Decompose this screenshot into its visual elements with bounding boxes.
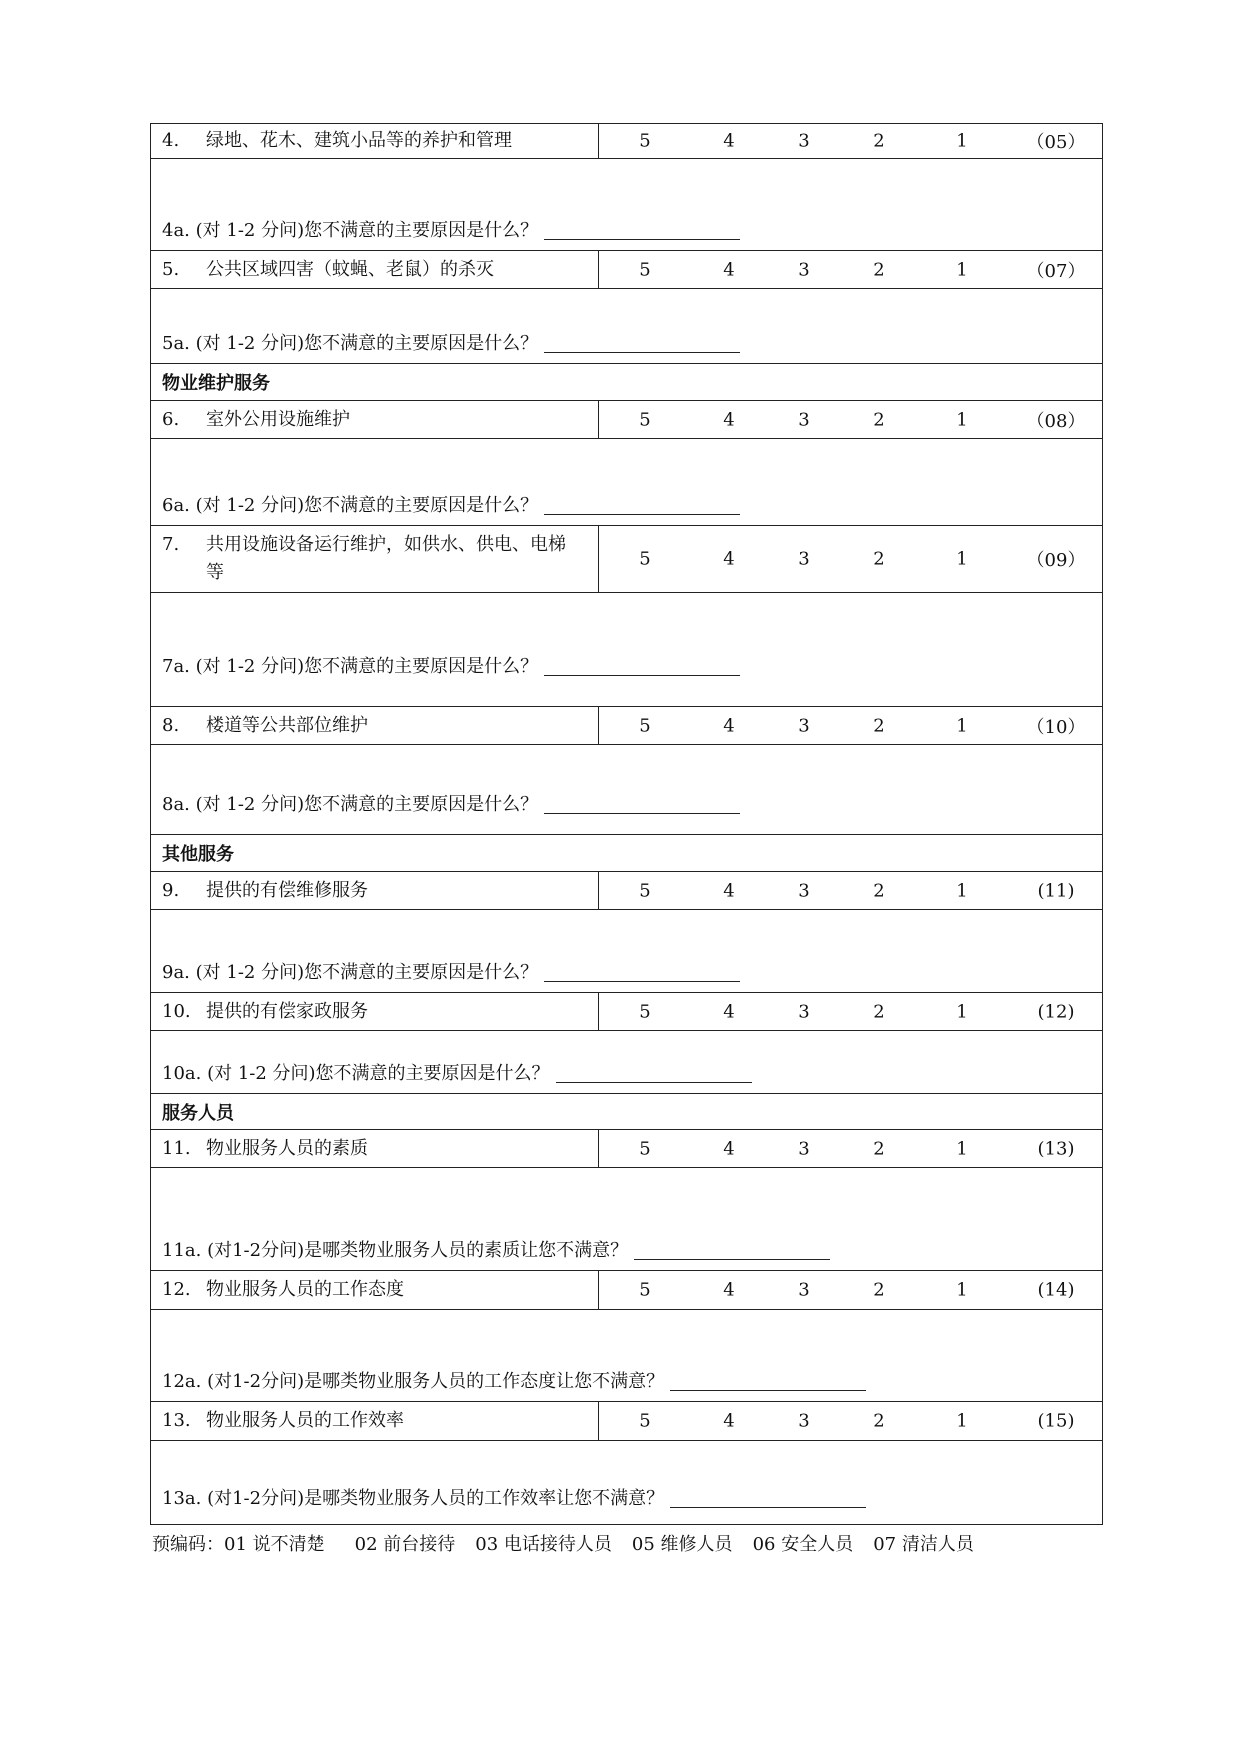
question-text: 物业服务人员的工作效率 (206, 1410, 404, 1431)
followup-cell (151, 1168, 1103, 1271)
precode-item: 01 说不清楚 (224, 1534, 325, 1555)
answer-blank[interactable] (544, 332, 740, 353)
question-row-9 (151, 872, 1103, 910)
followup-text: 9a. (对 1-2 分问)您不满意的主要原因是什么？ (162, 962, 539, 983)
score-1[interactable]: 1 (956, 1001, 968, 1022)
score-5[interactable]: 5 (639, 1410, 651, 1432)
question-text: 室外公用设施维护 (206, 408, 350, 430)
score-3[interactable]: 3 (798, 1138, 810, 1159)
section-header-maintenance (151, 364, 1103, 401)
question-text: 绿地、花木、建筑小品等的养护和管理 (206, 130, 512, 151)
section-title: 其他服务 (151, 835, 1103, 872)
question-number: 4. (162, 130, 180, 151)
question-cell (151, 526, 599, 593)
followup-row-13a (151, 1441, 1103, 1525)
precode-item: 07 清洁人员 (873, 1534, 974, 1555)
question-code: (14) (1037, 1279, 1075, 1301)
answer-blank[interactable] (634, 1239, 830, 1260)
score-cell (599, 993, 1103, 1031)
question-code: （08） (1026, 410, 1086, 432)
question-cell (151, 993, 599, 1031)
score-4[interactable]: 4 (723, 409, 735, 430)
followup-row-8a (151, 745, 1103, 835)
section-title: 物业维护服务 (151, 364, 1103, 401)
score-1[interactable]: 1 (956, 880, 968, 901)
question-row-11 (151, 1130, 1103, 1168)
followup-cell (151, 439, 1103, 526)
question-number: 11. (162, 1137, 191, 1159)
score-1[interactable]: 1 (956, 130, 968, 152)
precode-legend (152, 1530, 974, 1556)
score-4[interactable]: 4 (723, 130, 735, 152)
score-2[interactable]: 2 (873, 1138, 885, 1159)
score-cell (599, 124, 1103, 159)
question-code: （07） (1026, 260, 1086, 282)
question-code: (12) (1037, 1001, 1075, 1022)
followup-row-6a (151, 439, 1103, 526)
score-3[interactable]: 3 (798, 1410, 810, 1432)
score-cell (599, 1130, 1103, 1168)
answer-blank[interactable] (544, 961, 740, 982)
score-3[interactable]: 3 (798, 1279, 810, 1301)
question-text: 共用设施设备运行维护，如供水、供电、电梯等 (206, 534, 566, 583)
section-header-other (151, 835, 1103, 872)
score-3[interactable]: 3 (798, 130, 810, 152)
score-cell (599, 1402, 1103, 1441)
question-code: (15) (1037, 1410, 1075, 1432)
question-cell (151, 872, 599, 910)
question-text: 提供的有偿家政服务 (206, 1000, 368, 1022)
score-4[interactable]: 4 (723, 715, 735, 736)
score-5[interactable]: 5 (639, 880, 651, 901)
score-5[interactable]: 5 (639, 409, 651, 430)
followup-text: 5a. (对 1-2 分问)您不满意的主要原因是什么？ (162, 333, 539, 354)
question-row-10 (151, 993, 1103, 1031)
precode-item: 06 安全人员 (752, 1534, 854, 1555)
precode-item: 03 电话接待人员 (475, 1534, 612, 1555)
followup-row-12a (151, 1310, 1103, 1402)
score-cell (599, 1271, 1103, 1310)
followup-cell (151, 1310, 1103, 1402)
score-5[interactable]: 5 (639, 1001, 651, 1022)
score-1[interactable]: 1 (956, 259, 968, 280)
score-4[interactable]: 4 (723, 1138, 735, 1159)
score-cell (599, 872, 1103, 910)
answer-blank[interactable] (544, 793, 740, 814)
followup-text: 8a. (对 1-2 分问)您不满意的主要原因是什么？ (162, 794, 539, 815)
question-number: 7. (162, 534, 180, 555)
question-text: 提供的有偿维修服务 (206, 879, 368, 901)
question-number: 13. (162, 1410, 191, 1431)
score-1[interactable]: 1 (956, 1410, 968, 1432)
score-3[interactable]: 3 (798, 409, 810, 430)
score-1[interactable]: 1 (956, 1279, 968, 1301)
score-2[interactable]: 2 (873, 409, 885, 430)
score-1[interactable]: 1 (956, 715, 968, 736)
score-5[interactable]: 5 (639, 1279, 651, 1301)
question-row-7 (151, 526, 1103, 593)
score-4[interactable]: 4 (723, 1001, 735, 1022)
score-4[interactable]: 4 (723, 259, 735, 280)
score-4[interactable]: 4 (723, 1410, 735, 1432)
followup-cell (151, 289, 1103, 364)
question-cell (151, 1130, 599, 1168)
followup-text: 4a. (对 1-2 分问)您不满意的主要原因是什么？ (162, 220, 539, 241)
answer-blank[interactable] (544, 655, 740, 676)
question-row-6 (151, 401, 1103, 439)
answer-blank[interactable] (670, 1370, 866, 1391)
score-cell (599, 707, 1103, 745)
question-row-5 (151, 251, 1103, 289)
question-row-12 (151, 1271, 1103, 1310)
followup-cell (151, 1031, 1103, 1094)
question-cell (151, 1402, 599, 1441)
score-5[interactable]: 5 (639, 548, 651, 570)
followup-cell (151, 593, 1103, 707)
question-code: (13) (1037, 1138, 1075, 1159)
question-text: 楼道等公共部位维护 (206, 714, 368, 736)
score-cell (599, 251, 1103, 289)
question-row-4 (151, 124, 1103, 159)
score-3[interactable]: 3 (798, 259, 810, 280)
question-number: 8. (162, 714, 180, 736)
question-number: 5. (162, 258, 180, 280)
precode-label: 预编码： (152, 1534, 224, 1555)
followup-text: 7a. (对 1-2 分问)您不满意的主要原因是什么？ (162, 656, 539, 677)
followup-text: 13a. (对1-2分问)是哪类物业服务人员的工作效率让您不满意？ (162, 1488, 665, 1509)
answer-blank[interactable] (670, 1487, 866, 1508)
survey-table (150, 123, 1103, 1525)
question-row-13 (151, 1402, 1103, 1441)
score-1[interactable]: 1 (956, 409, 968, 430)
question-code: （05） (1026, 132, 1086, 153)
score-4[interactable]: 4 (723, 1279, 735, 1301)
followup-text: 10a. (对 1-2 分问)您不满意的主要原因是什么？ (162, 1063, 550, 1084)
followup-text: 11a. (对1-2分问)是哪类物业服务人员的素质让您不满意？ (162, 1240, 629, 1261)
score-5[interactable]: 5 (639, 130, 651, 152)
question-cell (151, 251, 599, 289)
question-number: 10. (162, 1000, 191, 1022)
followup-row-11a (151, 1168, 1103, 1271)
question-number: 9. (162, 879, 180, 901)
followup-row-10a (151, 1031, 1103, 1094)
score-2[interactable]: 2 (873, 548, 885, 570)
score-1[interactable]: 1 (956, 1138, 968, 1159)
precode-item: 05 维修人员 (631, 1534, 733, 1555)
precode-item: 02 前台接待 (354, 1534, 456, 1555)
question-code: （09） (1026, 550, 1086, 571)
score-2[interactable]: 2 (873, 130, 885, 152)
followup-text: 12a. (对1-2分问)是哪类物业服务人员的工作态度让您不满意？ (162, 1371, 665, 1392)
question-code: （10） (1026, 716, 1086, 738)
question-cell (151, 1271, 599, 1310)
score-3[interactable]: 3 (798, 880, 810, 901)
score-5[interactable]: 5 (639, 259, 651, 280)
score-cell (599, 401, 1103, 439)
followup-text: 6a. (对 1-2 分问)您不满意的主要原因是什么？ (162, 495, 539, 516)
question-text: 公共区域四害（蚊蝇、老鼠）的杀灭 (206, 258, 494, 280)
score-3[interactable]: 3 (798, 548, 810, 570)
score-3[interactable]: 3 (798, 1001, 810, 1022)
question-row-8 (151, 707, 1103, 745)
score-4[interactable]: 4 (723, 548, 735, 570)
followup-cell (151, 1441, 1103, 1525)
answer-blank[interactable] (556, 1062, 752, 1083)
question-code: (11) (1037, 880, 1075, 901)
followup-cell (151, 910, 1103, 993)
score-2[interactable]: 2 (873, 259, 885, 280)
question-text: 物业服务人员的素质 (206, 1137, 368, 1159)
score-cell (599, 526, 1103, 593)
answer-blank[interactable] (544, 219, 740, 240)
answer-blank[interactable] (544, 494, 740, 515)
section-header-staff (151, 1094, 1103, 1130)
score-2[interactable]: 2 (873, 1410, 885, 1432)
score-5[interactable]: 5 (639, 1138, 651, 1159)
question-cell (151, 401, 599, 439)
score-5[interactable]: 5 (639, 715, 651, 736)
followup-row-9a (151, 910, 1103, 993)
score-3[interactable]: 3 (798, 715, 810, 736)
question-cell (151, 124, 599, 159)
followup-row-4a (151, 159, 1103, 251)
score-1[interactable]: 1 (956, 548, 968, 570)
question-text: 物业服务人员的工作态度 (206, 1279, 404, 1300)
followup-row-5a (151, 289, 1103, 364)
section-title: 服务人员 (151, 1094, 1103, 1130)
score-2[interactable]: 2 (873, 715, 885, 736)
followup-cell (151, 745, 1103, 835)
score-4[interactable]: 4 (723, 880, 735, 901)
score-2[interactable]: 2 (873, 1279, 885, 1301)
score-2[interactable]: 2 (873, 880, 885, 901)
score-2[interactable]: 2 (873, 1001, 885, 1022)
followup-cell (151, 159, 1103, 251)
question-number: 6. (162, 408, 180, 430)
question-number: 12. (162, 1279, 191, 1300)
question-cell (151, 707, 599, 745)
followup-row-7a (151, 593, 1103, 707)
